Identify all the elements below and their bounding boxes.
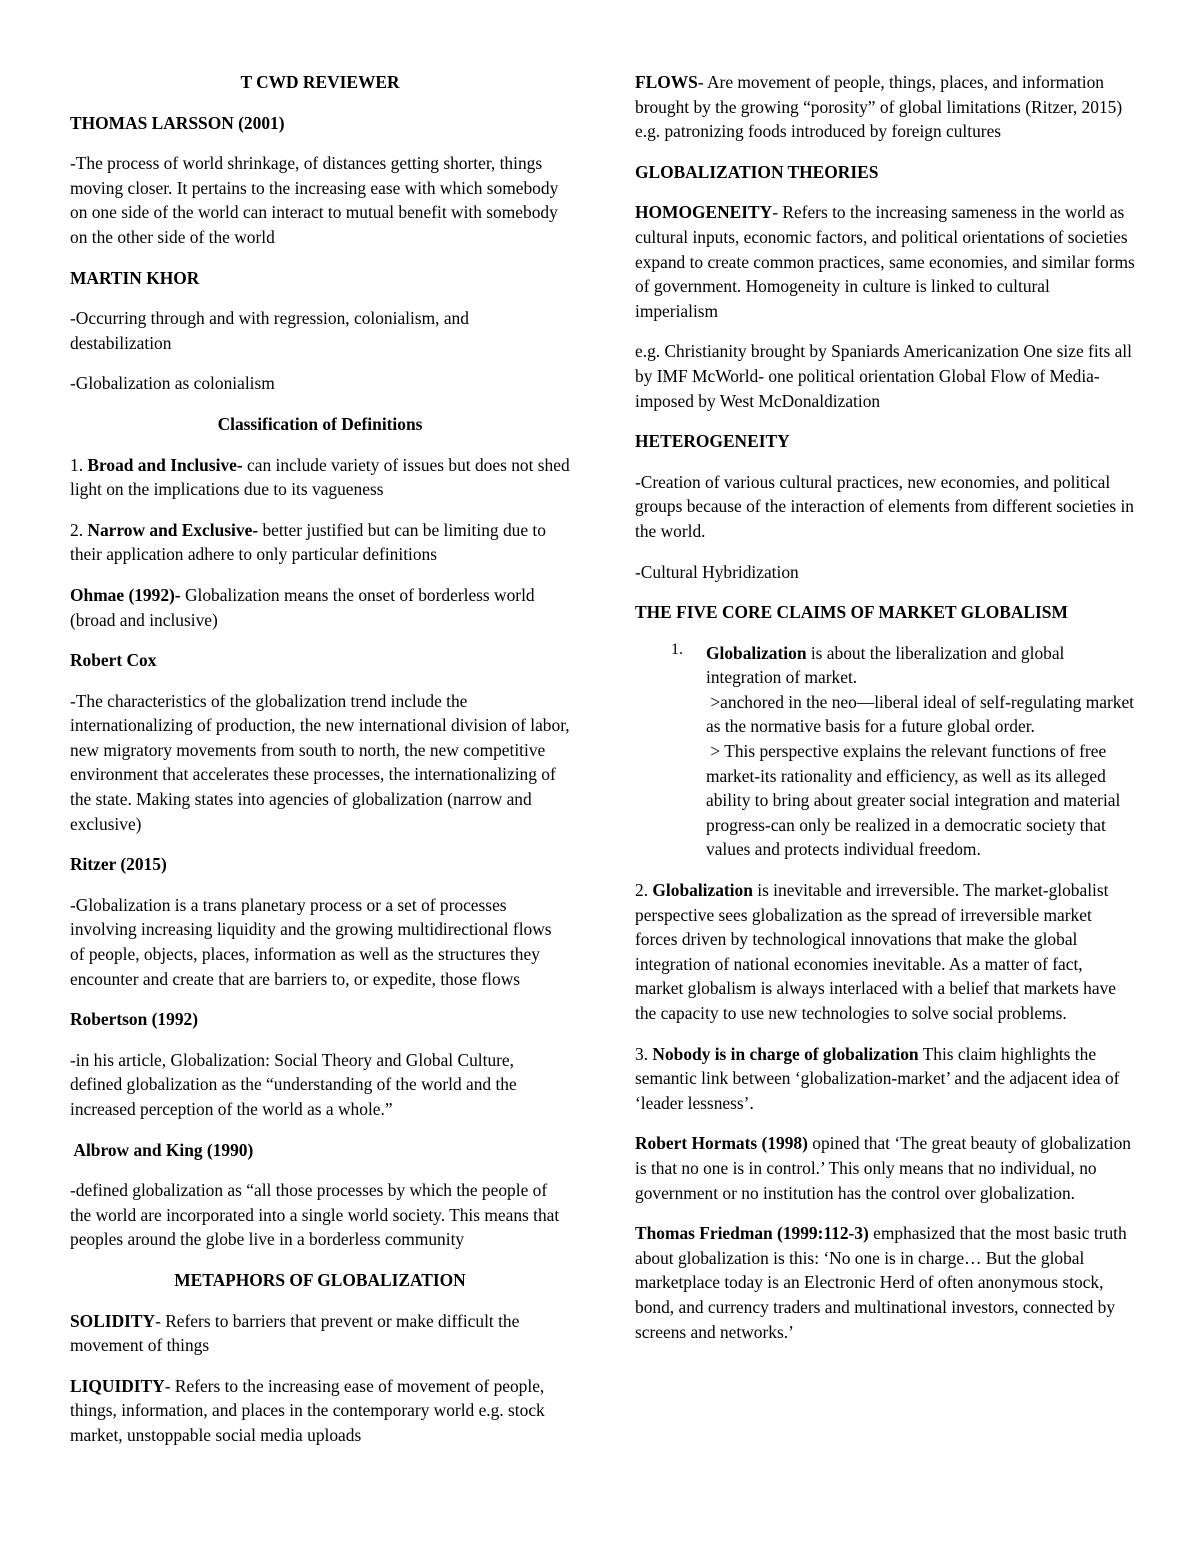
- solidity-text: - Refers to barriers that prevent or make difficult the movement of things: [70, 1310, 520, 1356]
- homogeneity-term: HOMOGENEITY: [635, 202, 773, 223]
- friedman-quote: [635, 1221, 1135, 1344]
- definition-number: 1.: [70, 454, 84, 475]
- robertson-definition: -in his article, Globalization: Social Theory and Global Culture, defined globalization as the “understanding of the world and the increased perception of the world as a whole.”: [70, 1049, 517, 1119]
- claims-heading: THE FIVE CORE CLAIMS OF MARKET GLOBALISM: [635, 602, 1068, 623]
- ohmae-term: Ohmae (1992)-: [70, 584, 181, 605]
- hormats-term: Robert Hormats (1998): [635, 1133, 808, 1154]
- claim-term: Globalization: [648, 880, 753, 901]
- claim-term: Globalization: [706, 642, 807, 663]
- liquidity-definition: [70, 1374, 570, 1448]
- hormats-text: opined that ‘The great beauty of globalization is that no one is in control.’ This only means that no individual, no government or no institution has the control over globalization.: [635, 1133, 1131, 1203]
- liquidity-text: - Refers to the increasing ease of movement of people, things, information, and places in the contemporary world e.g. stock market, unstoppable social media uploads: [70, 1375, 545, 1445]
- khor-definition-1: -Occurring through and with regression, colonialism, and destabilization: [70, 308, 469, 353]
- theories-heading: GLOBALIZATION THEORIES: [635, 161, 879, 182]
- ohmae-text: Globalization means the onset of borderless world (broad and inclusive): [70, 584, 535, 630]
- metaphors-heading: METAPHORS OF GLOBALIZATION: [174, 1269, 466, 1290]
- definition-narrow-exclusive: [70, 518, 570, 567]
- claim-body: [706, 641, 1139, 862]
- definition-term: Narrow and Exclusive-: [83, 519, 259, 540]
- robertson-heading: Robertson (1992): [70, 1009, 199, 1030]
- friedman-term: Thomas Friedman (1999:112-3): [635, 1223, 869, 1244]
- definition-text: can include variety of issues but does not shed light on the implications due to its vagueness: [70, 454, 570, 500]
- albrow-king-heading: Albrow and King (1990): [70, 1139, 254, 1160]
- right-column: [635, 70, 1139, 1360]
- classification-heading: Classification of Definitions: [217, 413, 423, 434]
- claim-1: [671, 640, 1139, 862]
- homogeneity-text: - Refers to the increasing sameness in the world as cultural inputs, economic factors, and political orientations of societies expand to create common practices, same economies, and similar forms of government. Homogeneity in culture is linked to cultural imperialism: [635, 202, 1135, 321]
- claim-1-subpoint: > This perspective explains the relevant functions of free market-its rationality and efficiency, as well as its alleged ability to bring about greater social integration and material progress-can only be realized in a democratic society that values and protects individual freedom.: [706, 741, 1125, 860]
- claim-number: 1.: [671, 640, 683, 658]
- ritzer-definition: -Globalization is a trans planetary process or a set of processes involving increasing liquidity and the growing multidirectional flows of people, objects, places, information as well as the structures they encounter and create that are barriers to, or expedite, those flows: [70, 894, 552, 989]
- homogeneity-definition: [635, 200, 1135, 323]
- heterogeneity-definition: -Creation of various cultural practices, new economies, and political groups because of the interaction of elements from different societies in the world.: [635, 471, 1135, 541]
- flows-text: - Are movement of people, things, places, and information brought by the growing “porosity” of global limitations (Ritzer, 2015) e.g. patronizing foods introduced by foreign cultures: [635, 72, 1123, 142]
- flows-term: FLOWS: [635, 72, 698, 92]
- definition-text: better justified but can be limiting due to their application adhere to only particular definitions: [70, 519, 546, 565]
- claim-2: [635, 878, 1135, 1026]
- larsson-definition: -The process of world shrinkage, of distances getting shorter, things moving closer. It pertains to the increasing ease with which somebody on one side of the world can interact to mutual benefit with somebody on the other side of the world: [70, 153, 559, 247]
- khor-definition-2: -Globalization as colonialism: [70, 373, 275, 394]
- claim-text: is about the liberalization and global integration of market.: [706, 642, 1065, 688]
- claim-text: is inevitable and irreversible. The market-globalist perspective sees globalization as the spread of irreversible market forces driven by technological innovations that make the global integration of national economies inevitable. As a matter of fact, market globalism is always interlaced with a belief that markets have the capacity to use new technologies to solve social problems.: [635, 880, 1116, 1023]
- claim-3: [635, 1042, 1135, 1116]
- flows-definition: [635, 70, 1135, 144]
- homogeneity-examples: e.g. Christianity brought by Spaniards Americanization One size fits all by IMF McWorld- one political orientation Global Flow of Media- imposed by West McDonaldization: [635, 341, 1132, 411]
- larsson-heading: THOMAS LARSSON (2001): [70, 112, 285, 133]
- ohmae-definition: [70, 583, 570, 632]
- claim-term: Nobody is in charge of globalization: [648, 1043, 919, 1064]
- claim-number: 2.: [635, 880, 649, 901]
- claim-1-lead: [706, 641, 1135, 690]
- document-title: T CWD REVIEWER: [240, 72, 400, 92]
- hybridization-text: -Cultural Hybridization: [635, 561, 799, 582]
- claim-number: 3.: [635, 1043, 649, 1064]
- definition-number: 2.: [70, 519, 84, 540]
- definition-term: Broad and Inclusive-: [83, 454, 243, 475]
- friedman-text: emphasized that the most basic truth about globalization is this: ‘No one is in charge… But the global marketplace today is an Electronic Herd of often anonymous stock, bond, and currency traders and multinational investors, connected by screens and networks.’: [635, 1223, 1127, 1342]
- cox-definition: -The characteristics of the globalization trend include the internationalizing of production, the new international division of labor, new migratory movements from south to north, the new competitive environment that accelerates these processes, the internationalizing of the state. Making states into agencies of globalization (narrow and exclusive): [70, 690, 570, 834]
- solidity-term: SOLIDITY: [70, 1310, 156, 1331]
- claim-text: This claim highlights the semantic link between ‘globalization-market’ and the adjacent idea of ‘leader lessness’.: [635, 1043, 1120, 1113]
- claim-1-subpoint: >anchored in the neo—liberal ideal of self-regulating market as the normative basis for a future global order.: [706, 691, 1139, 737]
- khor-heading: MARTIN KHOR: [70, 267, 200, 288]
- albrow-king-definition: -defined globalization as “all those processes by which the people of the world are incorporated into a single world society. This means that peoples around the globe live in a borderless community: [70, 1180, 560, 1250]
- ritzer-heading: Ritzer (2015): [70, 854, 167, 875]
- hormats-quote: [635, 1131, 1135, 1205]
- heterogeneity-heading: HETEROGENEITY: [635, 431, 790, 452]
- definition-broad-inclusive: [70, 453, 570, 502]
- left-column: [70, 70, 570, 1464]
- cox-heading: Robert Cox: [70, 650, 157, 671]
- liquidity-term: LIQUIDITY: [70, 1375, 165, 1396]
- solidity-definition: [70, 1309, 570, 1358]
